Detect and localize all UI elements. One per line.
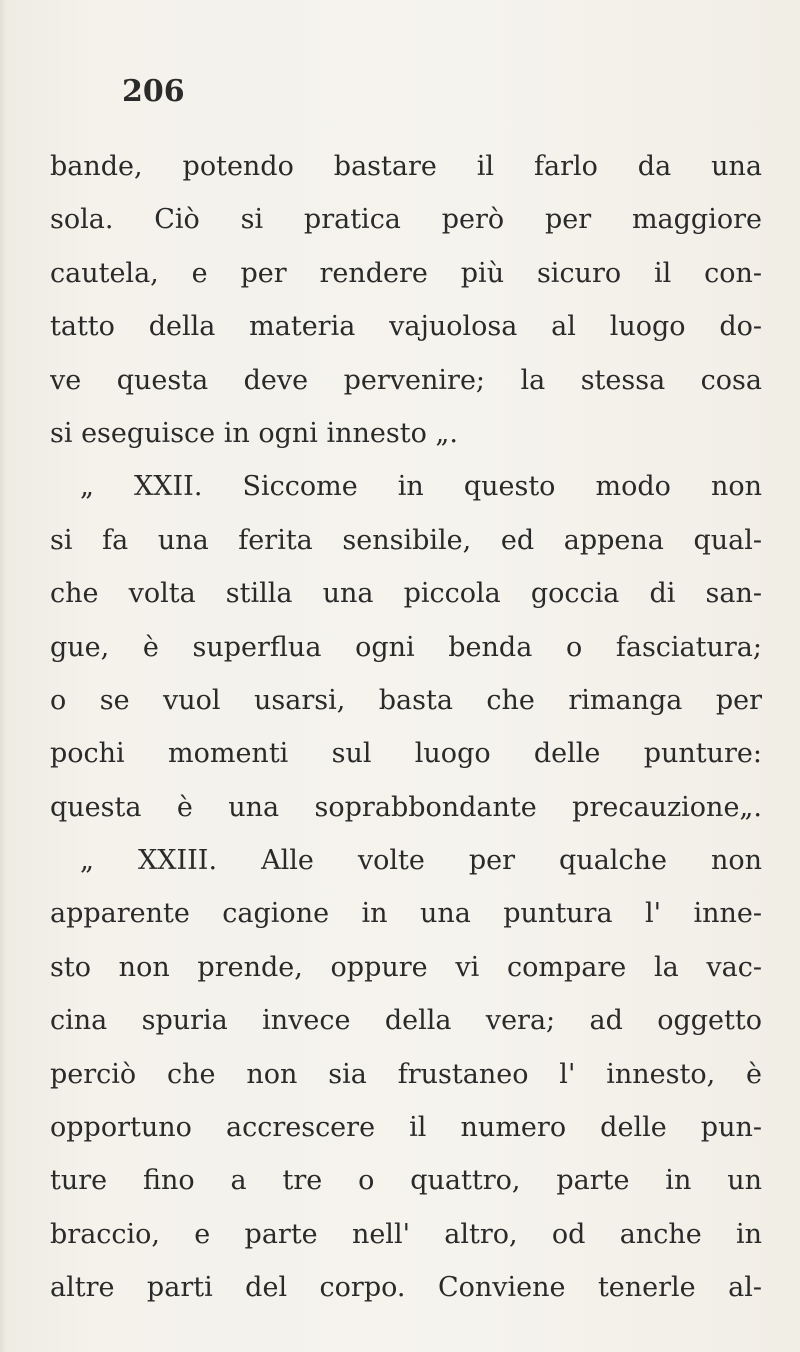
text-line: cina spuria invece della vera; ad oggetto (50, 1005, 762, 1037)
text-line: si eseguisce in ogni innesto „. (50, 417, 458, 449)
text-line: cautela, e per rendere più sicuro il con- (50, 257, 762, 289)
text-line: sto non prende, oppure vi compare la vac- (50, 951, 762, 983)
text-line: bande, potendo bastare il farlo da una (50, 151, 762, 182)
text-line: altre parti del corpo. Conviene tenerle al- (50, 1272, 762, 1304)
text-line: braccio, e parte nell' altro, od anche in (50, 1218, 762, 1250)
page-number: 206 (122, 74, 185, 109)
text-line: apparente cagione in una puntura l' inne- (50, 898, 762, 930)
text-line: che volta stilla una piccola goccia di san- (50, 578, 762, 610)
text-line: ve questa deve pervenire; la stessa cosa (50, 364, 762, 396)
text-line: gue, è superflua ogni benda o fasciatura; (50, 631, 762, 663)
text-line: questa è una soprabbondante precauzione„. (50, 791, 762, 823)
text-line: sola. Ciò si pratica però per maggiore (50, 204, 762, 236)
text-line: perciò che non sia frustaneo l' innesto, è (50, 1058, 762, 1090)
text-line: tatto della materia vajuolosa al luogo do- (50, 311, 762, 343)
text-line: o se vuol usarsi, basta che rimanga per (50, 684, 762, 716)
text-line: opportuno accrescere il numero delle pun- (50, 1112, 762, 1144)
text-line: pochi momenti sul luogo delle punture: (50, 738, 762, 770)
text-line: si fa una ferita sensibile, ed appena qual- (50, 524, 762, 556)
text-line-paragraph-start: „ XXIII. Alle volte per qualche non (80, 845, 762, 877)
page-edge-shadow (0, 0, 6, 1352)
text-line: ture fino a tre o quattro, parte in un (50, 1165, 762, 1197)
text-line-paragraph-start: „ XXII. Siccome in questo modo non (80, 471, 762, 503)
body-text (50, 140, 762, 1315)
